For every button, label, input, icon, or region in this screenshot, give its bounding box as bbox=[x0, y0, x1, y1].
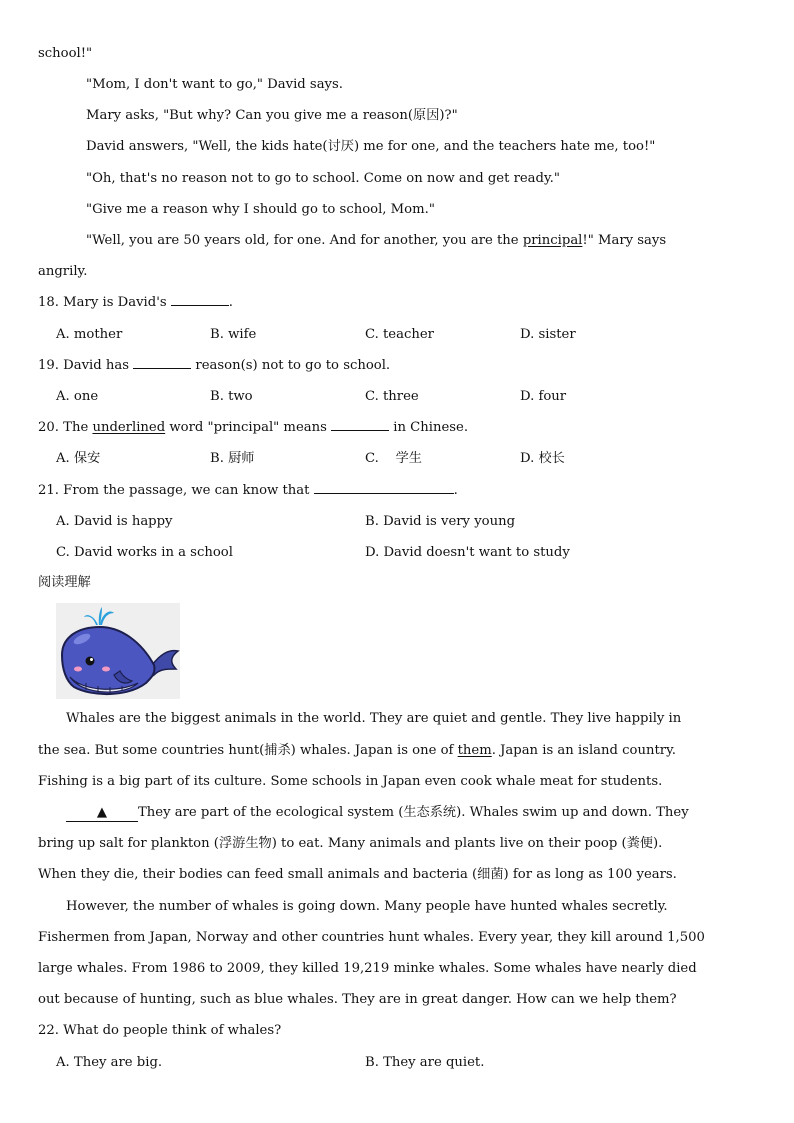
passage-line-10: out because of hunting, such as blue whales. They are in great danger. How can we help them? bbox=[38, 992, 677, 1007]
answer-blank bbox=[331, 418, 389, 431]
q19-option-d[interactable]: D. four bbox=[520, 389, 567, 404]
q21-option-b[interactable]: B. David is very young bbox=[365, 514, 516, 529]
question-18 bbox=[38, 293, 756, 313]
passage-line-2-end: . Japan is an island country. bbox=[491, 743, 676, 758]
q22-option-a[interactable]: A. They are big. bbox=[56, 1055, 163, 1070]
question-21 bbox=[38, 481, 756, 501]
answer-blank bbox=[171, 293, 229, 306]
passage-line-6: When they die, their bodies can feed small animals and bacteria (细菌) for as long as 100 years. bbox=[38, 867, 677, 882]
question-20-stem-mid: word "principal" means bbox=[165, 420, 332, 435]
question-20 bbox=[38, 418, 756, 438]
passage-line-5: bring up salt for plankton (浮游生物) to eat. Many animals and plants live on their poop (粪便). bbox=[38, 836, 663, 851]
q18-option-a[interactable]: A. mother bbox=[56, 327, 123, 342]
q19-option-c[interactable]: C. three bbox=[365, 389, 419, 404]
story-line-1: "Mom, I don't want to go," David says. bbox=[86, 77, 343, 92]
principal-underlined: principal bbox=[522, 233, 583, 248]
q21-option-a[interactable]: A. David is happy bbox=[56, 514, 173, 529]
triangle-marker: ▲ bbox=[96, 805, 108, 820]
answer-blank bbox=[133, 356, 191, 369]
whale-image bbox=[56, 603, 180, 699]
question-19 bbox=[38, 356, 756, 376]
gap-blank bbox=[66, 805, 138, 822]
story-line-7: angrily. bbox=[38, 264, 88, 279]
question-21-stem-end: . bbox=[453, 483, 458, 498]
passage-line-8: Fishermen from Japan, Norway and other countries hunt whales. Every year, they kill around 1,500 bbox=[38, 930, 705, 945]
story-line-0: school!" bbox=[38, 46, 93, 61]
passage-line-1: Whales are the biggest animals in the world. They are quiet and gentle. They live happily in bbox=[66, 711, 682, 726]
story-line-2: Mary asks, "But why? Can you give me a reason(原因)?" bbox=[86, 108, 458, 123]
q20-option-d[interactable]: D. 校长 bbox=[520, 451, 565, 466]
q18-option-b[interactable]: B. wife bbox=[210, 327, 257, 342]
passage-line-4 bbox=[66, 803, 756, 823]
q19-option-a[interactable]: A. one bbox=[56, 389, 99, 404]
passage-line-4-text: They are part of the ecological system (生态系统). Whales swim up and down. They bbox=[138, 805, 689, 820]
q20-option-c[interactable]: C. 学生 bbox=[365, 451, 422, 466]
question-20-stem-end: in Chinese. bbox=[389, 420, 469, 435]
passage-line-2-start: the sea. But some countries hunt(捕杀) whales. Japan is one of bbox=[38, 743, 458, 758]
question-20-stem: 20. The bbox=[38, 420, 93, 435]
q21-option-d[interactable]: D. David doesn't want to study bbox=[365, 545, 570, 560]
passage-line-3: Fishing is a big part of its culture. Some schools in Japan even cook whale meat for students. bbox=[38, 774, 663, 789]
passage-line-7: However, the number of whales is going down. Many people have hunted whales secretly. bbox=[66, 899, 668, 914]
answer-blank bbox=[314, 481, 454, 494]
passage-line-2 bbox=[38, 741, 756, 761]
story-line-5: "Give me a reason why I should go to school, Mom." bbox=[86, 202, 435, 217]
whale-icon bbox=[56, 603, 180, 699]
question-19-stem: 19. David has bbox=[38, 358, 134, 373]
story-line-6-start: "Well, you are 50 years old, for one. And for another, you are the bbox=[86, 233, 523, 248]
story-line-3: David answers, "Well, the kids hate(讨厌) me for one, and the teachers hate me, too!" bbox=[86, 139, 656, 154]
question-22: 22. What do people think of whales? bbox=[38, 1023, 282, 1038]
question-19-stem-end: reason(s) not to go to school. bbox=[191, 358, 391, 373]
them-underlined: them bbox=[457, 743, 492, 758]
q18-option-d[interactable]: D. sister bbox=[520, 327, 576, 342]
underlined-word: underlined bbox=[92, 420, 166, 435]
section-title: 阅读理解 bbox=[38, 575, 91, 590]
q20-option-b[interactable]: B. 厨师 bbox=[210, 451, 255, 466]
question-18-stem-end: . bbox=[228, 295, 233, 310]
question-21-stem: 21. From the passage, we can know that bbox=[38, 483, 314, 498]
question-18-stem: 18. Mary is David's bbox=[38, 295, 171, 310]
q20-option-a[interactable]: A. 保安 bbox=[56, 451, 101, 466]
story-line-6-end: !" Mary says bbox=[582, 233, 667, 248]
q19-option-b[interactable]: B. two bbox=[210, 389, 253, 404]
q18-option-c[interactable]: C. teacher bbox=[365, 327, 434, 342]
story-line-6 bbox=[86, 231, 756, 251]
q21-option-c[interactable]: C. David works in a school bbox=[56, 545, 233, 560]
story-line-4: "Oh, that's no reason not to go to school. Come on now and get ready." bbox=[86, 171, 560, 186]
passage-line-9: large whales. From 1986 to 2009, they killed 19,219 minke whales. Some whales have nearly died bbox=[38, 961, 697, 976]
q22-option-b[interactable]: B. They are quiet. bbox=[365, 1055, 485, 1070]
